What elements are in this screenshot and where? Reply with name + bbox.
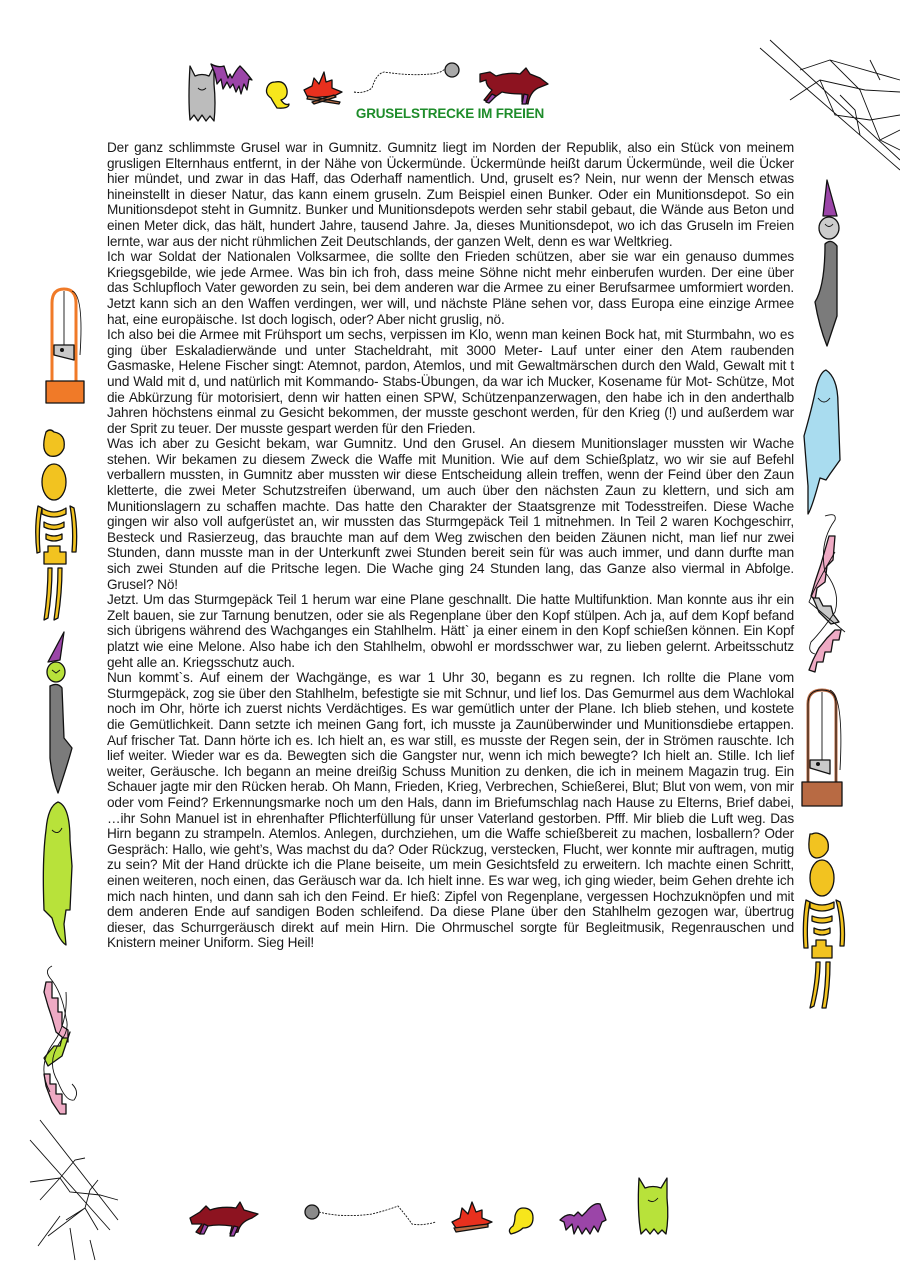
paragraph: Ich also bei die Armee mit Frühsport um sechs, verpissen im Klo, wenn man keinen Bock hat, mit Sturmbahn, wo es ging über Eskaladierwände und unter Stacheldraht, mit 3000 Meter- Lauf unter einer den Atem raubenden Gasmaske, Helene Fischer singt: Atemnot, pardon, Atemlos, und mit Gewaltmärschen durch den Wald, Gewalt mit t und Wald mit d, und natürlich mit Kommando- Stabs-Übungen, da war ich Mucker, Kosename für Mot- Schütze, Mot die Abkürzung für motorisiert, denn wir hatten einen SPW, Schützenpanzerwagen, den habe ich in den anderthalb Jahren höchstens einmal zu Gesicht bekommen, der musste geschont werden, für den Krieg (!) und außerdem war der Sprit zu teuer. Der musste gespart werden für den Frieden. [107, 327, 794, 436]
witch-hat-ghost-green-icon [44, 628, 80, 798]
guillotine-orange-icon [44, 285, 94, 405]
page-title: GRUSELSTRECKE IM FREIEN [355, 106, 545, 121]
bat-purple-bottom-icon [558, 1200, 608, 1236]
wolf-red-icon [478, 66, 550, 108]
guillotine-brown-icon [800, 684, 852, 809]
ghost-green-bottom-icon [636, 1176, 672, 1238]
campfire-red-bottom-icon [450, 1200, 494, 1236]
bat-purple-icon [210, 62, 254, 96]
witch-hat-ghost-grey-icon [815, 176, 851, 346]
campfire-red-icon [302, 70, 344, 106]
stairs-pink-green-icon [40, 962, 80, 1122]
ghost-green-icon [40, 800, 84, 950]
wolf-red-bottom-icon [188, 1198, 260, 1240]
article-body [107, 140, 794, 951]
stairs-pink-grey-icon [805, 512, 845, 672]
ball-and-chain-icon [350, 62, 460, 102]
paragraph: Jetzt. Um das Sturmgepäck Teil 1 herum war eine Plane geschnallt. Die hatte Multifunktion. Man konnte aus ihr ein Zelt bauen, sie zur Tarnung benutzen, oder sie als Regenplane über den Kopf stülpen. Ach ja, auf dem Kopf befand sich übrigens während des Wachganges ein Stahlhelm. Hätt` ja einer einem in den Kopf schießen können. Ein Kopf platzt wie eine Melone. Also habe ich den Stahlhelm, obwohl er mordsschwer war, zu lieben gelernt. Arbeitsschutz geht alle an. Kriegsschutz auch. [107, 592, 794, 670]
spider-web-left-icon [30, 1120, 120, 1260]
skeleton-yellow-right-icon [800, 832, 850, 1027]
paragraph: Was ich aber zu Gesicht bekam, war Gumnitz. Und den Grusel. An diesem Munitionslager mussten wir Wache stehen. Wir bekamen zu diesem Zweck die Waffe mit Munition. Wie auf dem Schießplatz, wo wir sie auf Befehl verballern mussten, in Gumnitz aber mussten wir diese Entscheidung allein treffen, wenn der Feind über den Zaun kletterte, die zwei Meter Schutzstreifen überwand, um auch über den nächsten Zaun zu klettern, und sich am Munitionslagern zu schaffen machte. Das hatte den Charakter der Staatsgrenze mit Todesstreifen. Diese Wache gingen wir also voll aufgerüstet an, wir mussten das Sturmgepäck Teil 1 mitnehmen. In Teil 2 waren Kochgeschirr, Besteck und Rasierzeug, das brauchte man auf dem Weg zwischen den beiden Zäunen nicht, man lief nur zwei Stunden, dann musste man in der Unterkunft zwei Stunden bereit sein für was auch immer, und dann durfte man sich zwei Stunden auf die Pritsche legen. Die Wache ging 24 Stunden lang, das Ganze also viermal in Abfolge. Grusel? Nö! [107, 436, 794, 592]
paragraph: Ich war Soldat der Nationalen Volksarmee, die sollte den Frieden schützen, aber sie war ein genauso dummes Kriegsgebilde, wie jede Armee. Was bin ich froh, dass meine Söhne nicht mehr einberufen wurden. Der eine über das Schlupfloch Vater geworden zu sein, bei dem anderen war die Armee zu einer Berufsarmee umformiert worden. Jetzt kann sich an den Waffen verdingen, wer will, und nächste Pläne sehen vor, dass Europa eine einzige Armee hat, eine europäische. Ist doch logisch, oder? Aber nicht gruslig, nö. [107, 249, 794, 327]
skeleton-yellow-left-icon [36, 428, 86, 623]
ghost-blue-icon [800, 368, 846, 518]
ball-and-chain-bottom-icon [302, 1202, 442, 1232]
paragraph: Nun kommt`s. Auf einem der Wachgänge, es war 1 Uhr 30, begann es zu regnen. Ich rollte die Plane vom Sturmgepäck, zog sie über den Stahlhelm, befestigte sie mit Schnur, und lief los. Das Gemurmel aus dem Wachlokal noch im Ohr, hörte ich zuerst nichts Verdächtiges. Es war gemütlich unter der Plane. Ich blieb stehen, und kostete die Gemütlichkeit. Dann setzte ich meinen Gang fort, ich musste ja Zaunüberwinder und Munitionsdiebe ertappen. Auf frischer Tat. Dann hörte ich es. Ich hielt an, es war still, es musste der Regen sein, der in Strömen rauschte. Ich lief weiter. Wieder war es da. Bewegten sich die Gangster nur, wenn ich mich bewegte? Ich hielt an. Stille. Ich lief weiter, Geräusche. Ich begann an meine dreißig Schuss Munition zu denken, die ich in meinem Magazin trug. Ein Schauer jagte mir den Rücken herab. Oh Mann, Frieden, Krieg, Verbrechen, Schießerei, Blut; Blut von wem, von mir oder vom Feind? Erkennungsmarke noch um den Hals, dann im Briefumschlag nach Hause zu Elterns, Brief dabei, …ihr Sohn Manuel ist in ehrenhafter Pflichterfüllung für unser Vaterland gestorben. Pfff. Mir blieb die Luft weg. Das Hirn begann zu strampeln. Atemlos. Anlegen, durchziehen, um die Waffe schießbereit zu machen, losballern? Oder Gespräch: Hallo, wie geht’s, Was machst du da? Oder Rückzug, verstecken, Flucht, wer konnte mir auftragen, mutig zu sein? Mit der Hand drückte ich die Plane beiseite, um mein Gesichtsfeld zu erweitern. Ich machte einen Schritt, einen weiteren, noch einen, das Geräusch war da. Ich hielt inne. Es war weg, ich ging wieder, beim Gehen drehte ich mich nach hinten, und dann sah ich den Feind. Er hieß: Zipfel von Regenplane, vergessen Hochzuknöpfen und mit dem anderen Ende auf sandigen Boden schleifend. Da diese Plane über den Stahlhelm gezogen war, übertrug dieser, das Schurrgeräusch direkt auf mein Hirn. Die Ohrmuschel sorgte für Begleitmusik, Regenrauschen und Knistern meiner Uniform. Sieg Heil! [107, 670, 794, 951]
paragraph: Der ganz schlimmste Grusel war in Gumnitz. Gumnitz liegt im Norden der Republik, also ein Stück von meinem grusligen Elternhaus entfernt, in der Nähe von Ückermünde. Ückermünde heißt darum Ückermünde, weil die Ücker hier mündet, und zwar in das Haff, das Oderhaff namentlich. Und, gruselt es? Nein, nur wenn der Mensch etwas hineinstellt in dieser Natur, das kann einem gruseln. Zum Beispiel einen Bunker. Oder ein Munitionsdepot. So ein Munitionsdepot steht in Gumnitz. Bunker und Munitionsdepots werden sehr stabil gebaut, die Wände aus Beton und einen Meter dick, das hält, hundert Jahre, tausend Jahre. Ja, dieses Munitionsdepot, wo ich das Gruseln im Freien lernte, war aus der nicht rühmlichen Zeit Deutschlands, der ganzen Welt, denn es war Weltkrieg. [107, 140, 794, 249]
pumpkin-yellow-bottom-icon [507, 1206, 537, 1236]
